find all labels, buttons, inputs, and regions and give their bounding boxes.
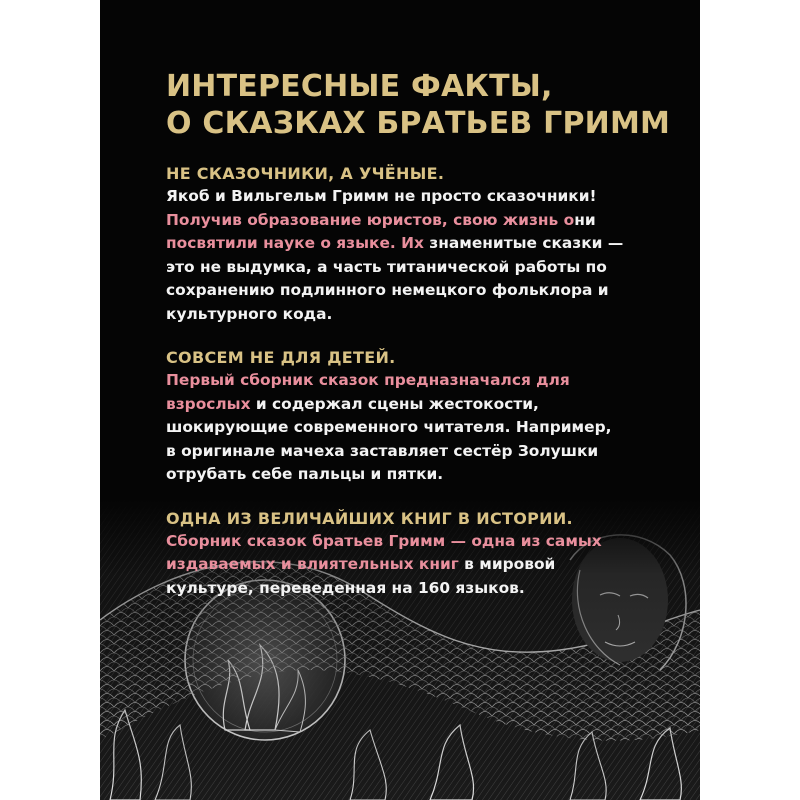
text-line xyxy=(166,369,686,393)
page-title xyxy=(166,68,686,142)
highlighted-text: Сборник сказок братьев Гримм — одна из самых xyxy=(166,531,602,550)
text-line xyxy=(166,577,686,601)
body-text: культуре, переведенная на 160 языков. xyxy=(166,578,525,597)
text-line xyxy=(166,416,686,440)
fact-body xyxy=(166,530,686,601)
text-line xyxy=(166,256,686,280)
article xyxy=(166,68,686,620)
text-line xyxy=(166,279,686,303)
fact-body xyxy=(166,369,686,487)
text-line xyxy=(166,530,686,554)
book-page xyxy=(100,0,700,800)
fact-section xyxy=(166,346,686,487)
body-text: ни xyxy=(574,210,596,229)
body-text: знаменитые сказки — xyxy=(423,234,624,252)
text-line xyxy=(166,440,686,464)
body-text: сохранению подлинного немецкого фольклора и xyxy=(166,281,609,299)
text-line xyxy=(166,209,686,233)
fact-body xyxy=(166,185,686,326)
body-text: отрубать себе пальцы и пятки. xyxy=(166,465,444,483)
body-text: и содержал сцены жестокости, xyxy=(250,394,539,413)
text-line xyxy=(166,553,686,577)
text-line xyxy=(166,185,686,209)
fact-section xyxy=(166,162,686,326)
text-line xyxy=(166,393,686,417)
body-text: это не выдумка, а часть титанической работы по xyxy=(166,257,607,276)
text-line xyxy=(166,232,686,256)
body-text: Якоб и Вильгельм Гримм не просто сказочники! xyxy=(166,187,597,205)
highlighted-text: взрослых xyxy=(166,394,251,413)
fact-heading: СОВСЕМ НЕ ДЛЯ ДЕТЕЙ. xyxy=(166,348,396,367)
body-text: в мировой xyxy=(458,555,556,573)
body-text: шокирующие современного читателя. Например, xyxy=(166,418,612,436)
highlighted-text: посвятили науке о языке. Их xyxy=(166,234,424,252)
fact-heading: НЕ СКАЗОЧНИКИ, А УЧЁНЫЕ. xyxy=(166,164,445,183)
body-text: в оригинале мачеха заставляет сестёр Золушки xyxy=(166,441,599,460)
fact-heading: ОДНА ИЗ ВЕЛИЧАЙШИХ КНИГ В ИСТОРИИ. xyxy=(166,508,573,528)
highlighted-text: издаваемых и влиятельных книг xyxy=(166,555,459,573)
highlighted-text: Первый сборник сказок предназначался для xyxy=(166,371,570,389)
body-text: культурного кода. xyxy=(166,304,333,323)
text-line xyxy=(166,303,686,327)
fact-section xyxy=(166,507,686,601)
page-title-line-2: О СКАЗКАХ БРАТЬЕВ ГРИММ xyxy=(166,106,671,141)
text-line xyxy=(166,463,686,487)
highlighted-text: Получив образование юристов, свою жизнь о xyxy=(166,210,575,229)
page-title-line-1: ИНТЕРЕСНЫЕ ФАКТЫ, xyxy=(166,69,553,104)
